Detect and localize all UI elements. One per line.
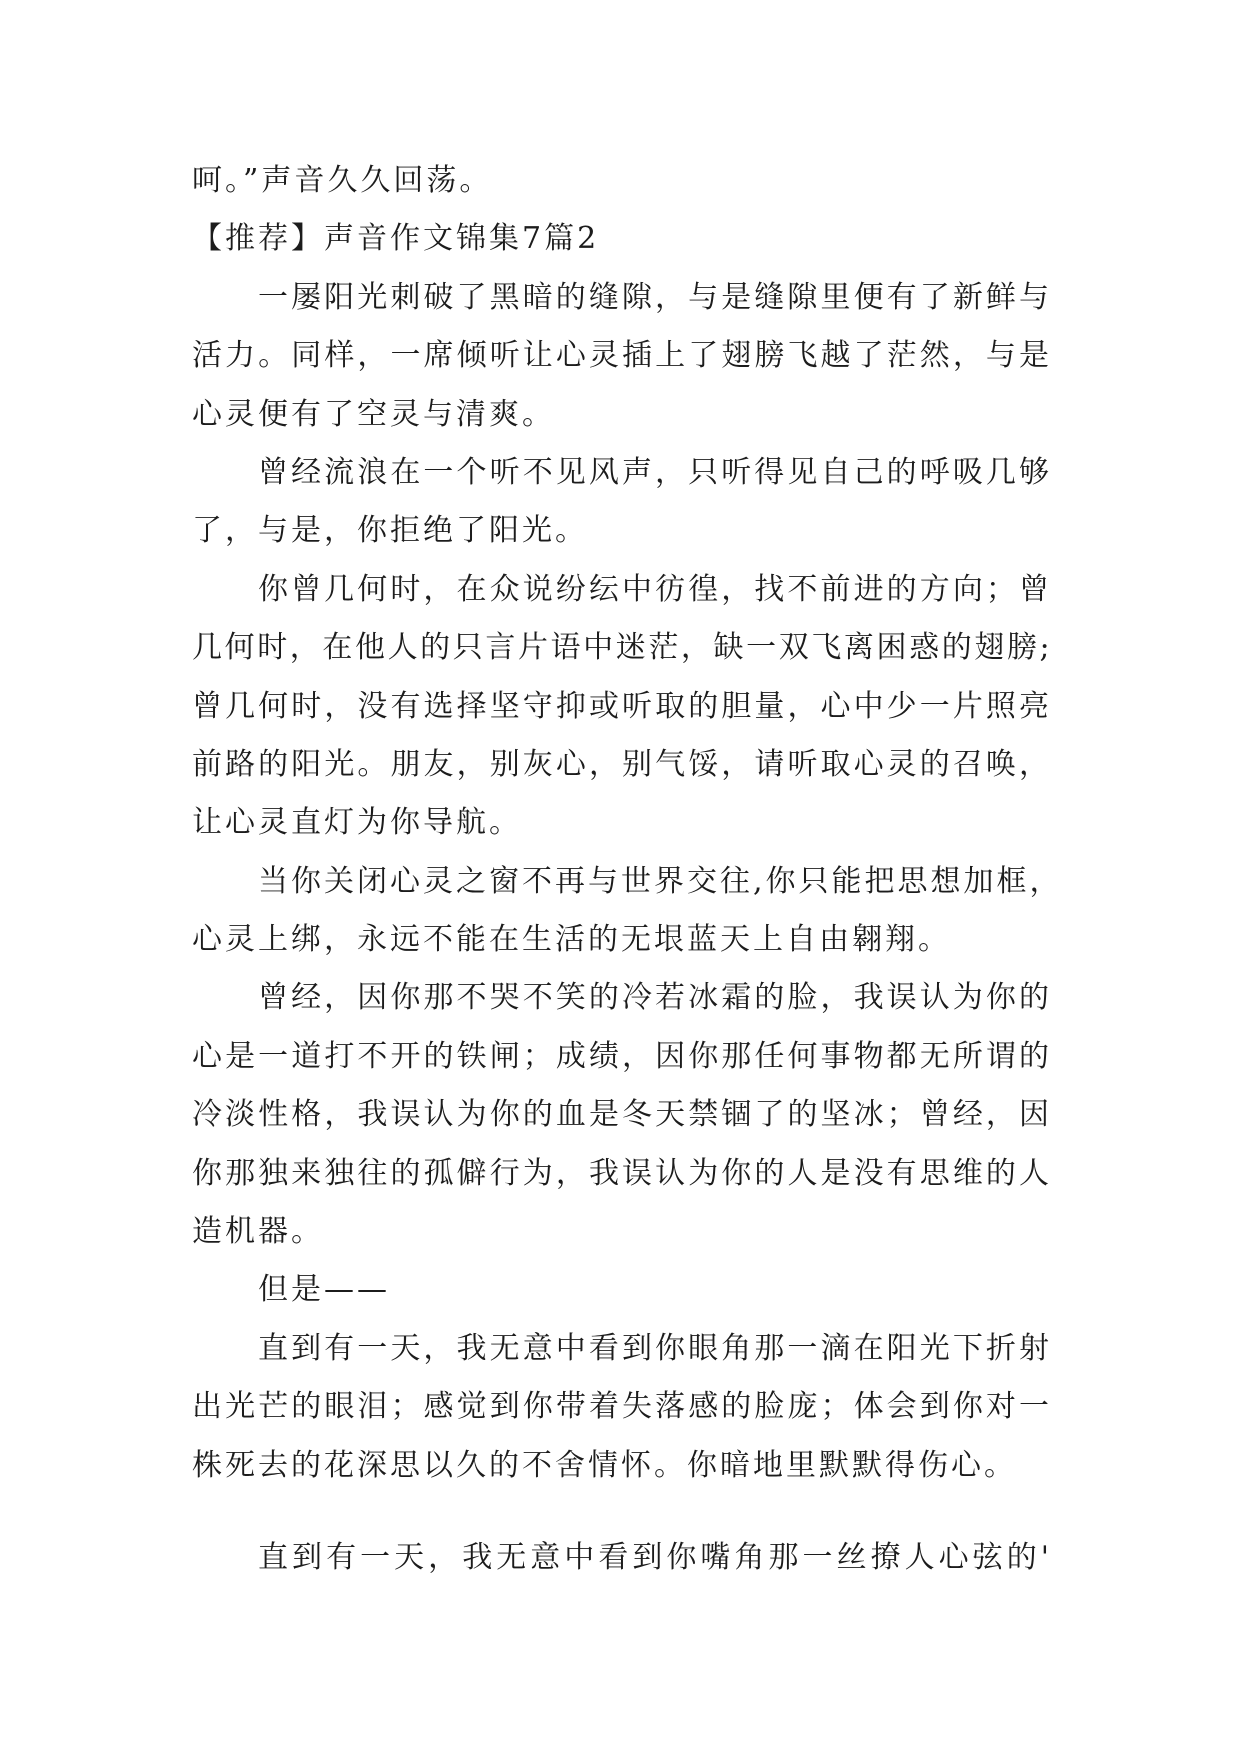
text-line: 前路的阳光。朋友，别灰心，别气馁，请听取心灵的召唤， <box>192 746 1052 782</box>
text-line: 心是一道打不开的铁闸；成绩，因你那任何事物都无所谓的 <box>192 1038 1052 1074</box>
text-line: 一屡阳光刺破了黑暗的缝隙，与是缝隙里便有了新鲜与 <box>258 279 1052 315</box>
article-body <box>192 152 1063 1587</box>
text-line: 心灵便有了空灵与清爽。 <box>192 396 555 432</box>
paragraph <box>192 1320 1052 1495</box>
text-line: 直到有一天，我无意中看到你眼角那一滴在阳光下折射 <box>258 1330 1052 1366</box>
text-line: 曾经，因你那不哭不笑的冷若冰霜的脸，我误认为你的 <box>258 980 1052 1016</box>
text-line: 出光芒的眼泪；感觉到你带着失落感的脸庞；体会到你对一 <box>192 1389 1052 1425</box>
paragraph <box>192 1529 1052 1587</box>
text-line: 直到有一天，我无意中看到你嘴角那一丝撩人心弦的' <box>258 1539 1052 1575</box>
paragraph <box>192 1261 1052 1319</box>
text-line: 你那独来独往的孤僻行为，我误认为你的人是没有思维的人 <box>192 1155 1052 1191</box>
text-line: 曾经流浪在一个听不见风声，只听得见自己的呼吸几够 <box>258 454 1052 490</box>
article-heading: 【推荐】声音作文锦集7篇2 <box>192 221 600 257</box>
text-line: 让心灵直灯为你导航。 <box>192 805 522 841</box>
paragraph <box>192 444 1052 561</box>
paragraph <box>192 561 1052 853</box>
text-line: 冷淡性格，我误认为你的血是冬天禁锢了的坚冰；曾经，因 <box>192 1097 1052 1133</box>
text-line: 心灵上绑，永远不能在生活的无垠蓝天上自由翱翔。 <box>192 922 951 958</box>
text-line: 你曾几何时，在众说纷纭中彷徨，找不前进的方向；曾 <box>258 571 1052 607</box>
text-line: 当你关闭心灵之窗不再与世界交往,你只能把思想加框， <box>258 863 1063 899</box>
text-line: 活力。同样，一席倾听让心灵插上了翅膀飞越了茫然，与是 <box>192 338 1052 374</box>
text-line: 株死去的花深思以久的不舍情怀。你暗地里默默得伤心。 <box>192 1447 1017 1483</box>
paragraph <box>192 969 1052 1261</box>
paragraph <box>192 853 1063 970</box>
text-line: 了，与是，你拒绝了阳光。 <box>192 513 588 549</box>
text-line: 几何时，在他人的只言片语中迷茫，缺一双飞离困惑的翅膀; <box>192 630 1052 666</box>
text-line: 曾几何时，没有选择坚守抑或听取的胆量，心中少一片照亮 <box>192 688 1052 724</box>
continued-text-line: 呵。”声音久久回荡。 <box>192 163 493 198</box>
text-line: 但是—— <box>258 1272 390 1308</box>
text-line: 造机器。 <box>192 1214 324 1250</box>
paragraph <box>192 269 1052 444</box>
